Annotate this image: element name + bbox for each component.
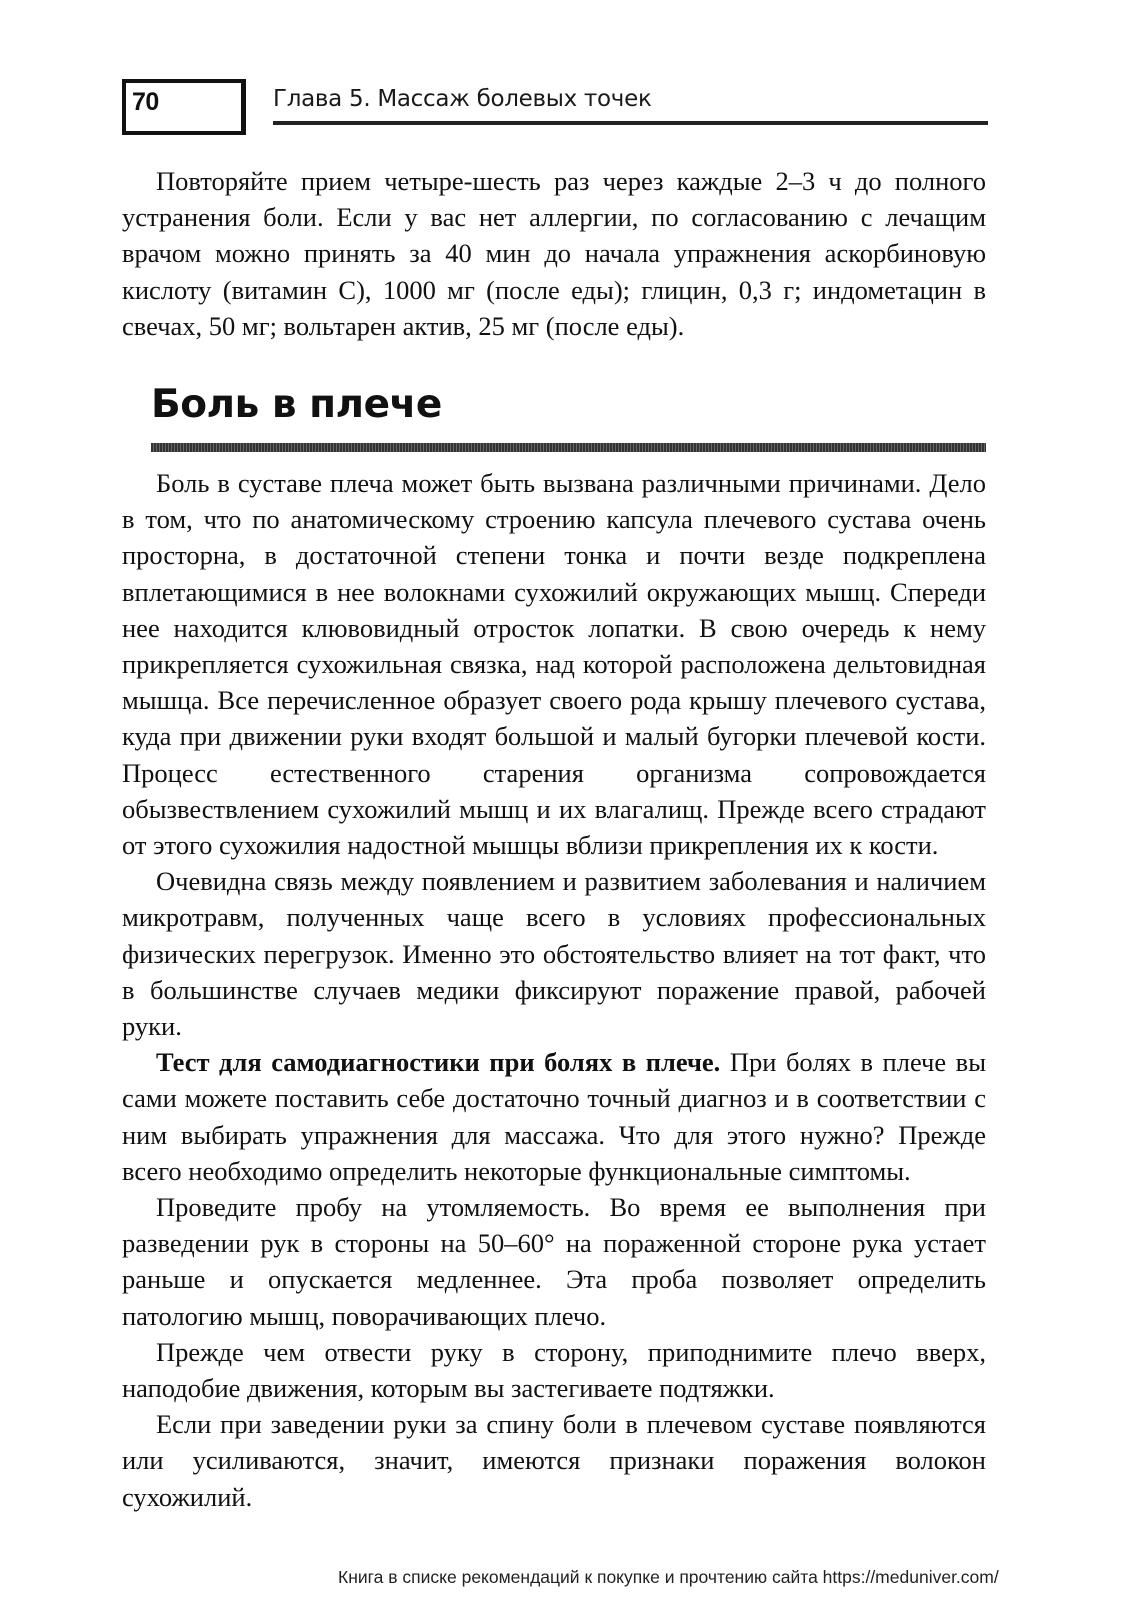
running-head: Глава 5. Массаж болевых точек [273, 86, 652, 112]
intro-block [122, 163, 986, 344]
page-number: 70 [132, 88, 159, 116]
section-heading: Боль в плече [151, 382, 442, 427]
paragraph-anatomy: Боль в суставе плеча может быть вызвана различными причинами. Дело в том, что по анатомическому строению капсула плечевого сустава очень просторна, в достаточной степени тонка и почти везде подкреплена вплетающимися в нее волокнами сухожилий окружающих мышц. Спереди нее находится клювовидный отросток лопатки. В свою очередь к нему прикрепляется сухожильная связка, над которой расположена дельтовидная мышца. Все перечисленное образует своего рода крышу плечевого сустава, куда при движении руки входят большой и малый бугорки плечевой кости. Процесс естественного старения организма сопровождается обызвествлением сухожилий мышц и их влагалищ. Прежде всего страдают от этого сухожилия надостной мышцы вблизи прикрепления их к кости. [122, 468, 986, 861]
section-heading-rule [151, 443, 986, 452]
paragraph-cause: Очевидна связь между появлением и развитием заболевания и наличием микротравм, полученных чаще всего в условиях профессиональных физических перегрузок. Именно это обстоятельство влияет на тот факт, что в большинстве случаев медики фиксируют поражение правой, рабочей руки. [122, 866, 986, 1042]
intro-paragraph: Повторяйте прием четыре-шесть раз через каждые 2–3 ч до полного устранения боли. Если у вас нет аллергии, по согласованию с лечащим врачом можно принять за 40 мин до начала упражнения аскорбиновую кислоту (витамин С), 1000 мг (после еды); глицин, 0,3 г; индометацин в свечах, 50 мг; вольтарен актив, 25 мг (после еды). [122, 166, 986, 341]
paragraph-shoulder-raise: Прежде чем отвести руку в сторону, приподнимите плечо вверх, наподобие движения, которым вы застегиваете подтяжки. [122, 1336, 986, 1404]
paragraph-fatigue-test: Проведите пробу на утомляемость. Во время ее выполнения при разведении рук в стороны на 50–60° на пораженной стороне рука устает раньше и опускается медленнее. Эта проба позволяет определить патологию мышц, поворачивающих плечо. [122, 1192, 986, 1331]
header-rule [273, 121, 988, 125]
paragraph-behind-back: Если при заведении руки за спину боли в плечевом суставе появляются или усиливаются, значит, имеются признаки поражения волокон сухожилий. [122, 1409, 986, 1512]
footer-note: Книга в списке рекомендаций к покупке и прочтению сайта https://meduniver.com/ [338, 1567, 999, 1587]
self-test-lead-in: Тест для самодиагностики при болях в плече. [156, 1047, 721, 1078]
paragraph-self-test [122, 1044, 986, 1189]
section-body [122, 465, 986, 1515]
self-test-text: При болях в плече вы сами можете поставить себе достаточно точный диагноз и в соответствии с ним выбирать упражнения для массажа. Что для этого нужно? Прежде всего необходимо определить некоторые функциональные симптомы. [122, 1047, 986, 1186]
